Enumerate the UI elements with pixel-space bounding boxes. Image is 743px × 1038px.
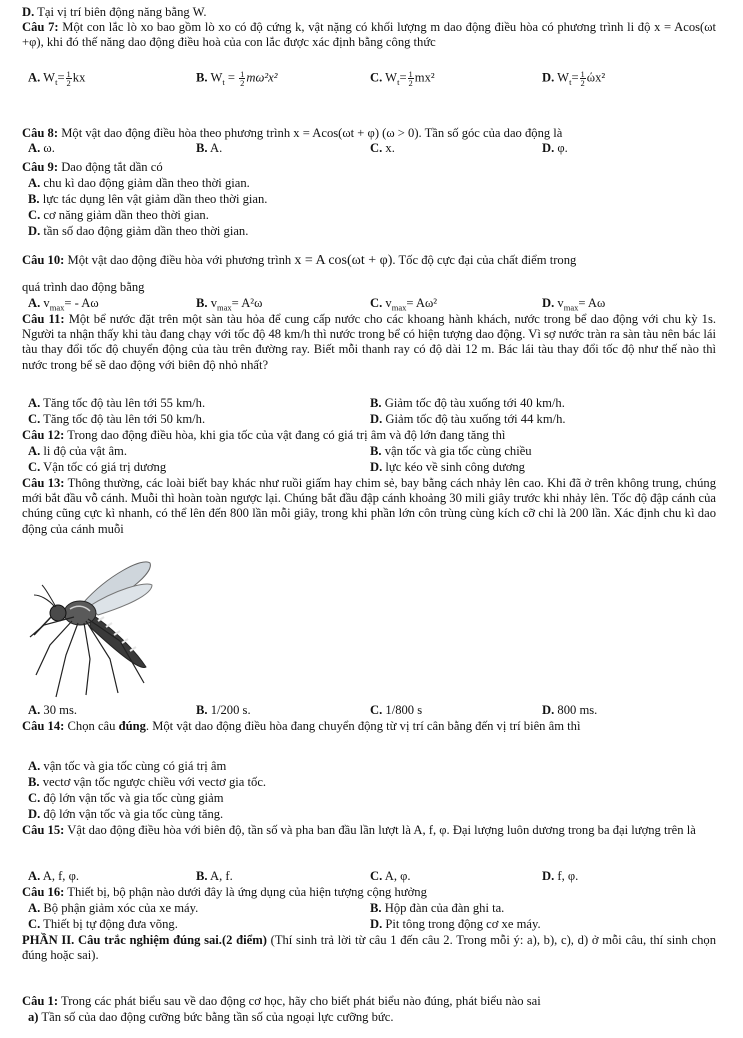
q16-option-a: A. Bộ phận giảm xóc của xe máy. [28,901,199,915]
q11-option-d: D. Giảm tốc độ tàu xuống tới 44 km/h. [370,412,566,426]
question-13: Câu 13: Thông thường, các loài biết bay khác như ruồi giấm hay chim sẻ, bay bằng cách nhảy lên cao. Khi đã ở trên không trung, chúng mới bắt đầu vỗ cánh. Muỗi thì hoàn toàn ngược lại. Chúng bắt đầu đập cánh khoảng 30 mili giây trước khi nhảy lên. Tốc độ đập cánh của chúng cũng cực kì nhanh, có thể lên đến 800 lần mỗi giây, trong khi phần lớn côn trùng cùng kích cỡ chỉ là 200 lần. Xác định chu kì dao động của cánh muỗi [22,476,716,536]
q13-option-c: C. 1/800 s [370,703,423,717]
q7-option-b: B. $W_t$ = $\frac{1}{2}$ mω²x² [196,69,278,88]
question-8: Câu 8: Một vật dao động điều hòa theo phương trình x = Acos(ωt + φ) (ω > 0). Tần số góc của dao động là [22,126,563,140]
mosquito-illustration [28,555,168,700]
fraction: $\frac{1}{2}$ [240,69,245,88]
question-10: Câu 10: Một vật dao động điều hòa với phương trình x = A cos(ωt + φ). Tốc độ cực đại của chất điểm trong [22,253,577,268]
q10-option-a: A. $v_{max}= - A\omega$ [28,296,99,313]
q11-option-b: B. Giảm tốc độ tàu xuống tới 40 km/h. [370,396,565,410]
q8-option-d: D. φ. [542,141,568,155]
part-2-question-1: Câu 1: Trong các phát biểu sau về dao động cơ học, hãy cho biết phát biểu nào đúng, phát biểu nào sai [22,994,541,1008]
q6-option-d: D. Tại vị trí biên động năng bằng W. [22,5,207,19]
q9-option-b: B. lực tác dụng lên vật giảm dần theo thời gian. [28,192,268,206]
q9-option-d: D. tần số dao động giảm dần theo thời gian. [28,224,249,238]
q15-option-c: C. A, φ. [370,869,411,883]
q8-option-a: A. ω. [28,141,55,155]
q12-option-a: A. li độ của vật âm. [28,444,127,458]
q8-option-c: C. x. [370,141,395,155]
q7-option-a: A. $W_t=$ $\frac{1}{2}$ kx [28,69,86,88]
q13-option-d: D. 800 ms. [542,703,598,717]
q9-option-a: A. chu kì dao động giảm dần theo thời gian. [28,176,250,190]
question-10-cont: quá trình dao động bằng [22,280,145,294]
q11-option-c: C. Tăng tốc độ tàu lên tới 50 km/h. [28,412,206,426]
q15-option-a: A. A, f, φ. [28,869,80,883]
q9-option-c: C. cơ năng giảm dần theo thời gian. [28,208,209,222]
q10-option-c: C. $v_{max}= A\omega^2$ [370,296,438,313]
q7-option-d: D. $W_t=$ $\frac{1}{2}$ ώx² [542,69,606,88]
question-11: Câu 11: Một bể nước đặt trên một sàn tàu hỏa để cung cấp nước cho các khoang hành khách, nước trong bể dao động với chu kỳ 1s. Người ta nhận thấy khi tàu đang chạy với tốc độ 48 km/h thì nước trong bể có hiện tượng dao động. Vì sợ nước tràn ra sàn tàu nên bác lái tàu thay đổi tốc độ chuyển động của tàu trên đường ray. Biết mỗi thanh ray có độ dài 12 m. Bác lái tàu thay đổi tốc độ như thế nào thì nước trong bể sẽ dao động với biên độ nhỏ nhất? [22,312,716,372]
question-9: Câu 9: Dao động tắt dần có [22,160,163,174]
part-2-header: PHẦN II. Câu trắc nghiệm đúng sai.(2 điểm) (Thí sinh trả lời từ câu 1 đến câu 2. Trong mỗi ý: a), b), c), d) ở mỗi câu, thí sinh chọn đúng hoặc sai). [22,933,716,963]
q15-option-b: B. A, f. [196,869,233,883]
q14-option-c: C. độ lớn vận tốc và gia tốc cùng giảm [28,791,224,805]
q14-option-a: A. vận tốc và gia tốc cùng có giá trị âm [28,759,227,773]
q10-option-b: B. $v_{max}= A^2\omega$ [196,296,263,313]
part-2-question-1-item-a: a) Tần số của dao động cưỡng bức bằng tần số của ngoại lực cưỡng bức. [28,1010,394,1024]
question-12: Câu 12: Trong dao động điều hòa, khi gia tốc của vật đang có giá trị âm và độ lớn đang tăng thì [22,428,506,442]
mosquito-icon [28,555,168,700]
fraction: $\frac{1}{2}$ [580,69,585,88]
fraction: $\frac{1}{2}$ [66,69,71,88]
q16-option-b: B. Hộp đàn của đàn ghi ta. [370,901,505,915]
fraction: $\frac{1}{2}$ [408,69,413,88]
q12-option-d: D. lực kéo về sinh công dương [370,460,525,474]
q7-option-c: C. $W_t=$ $\frac{1}{2}$ mx² [370,69,435,88]
q12-option-c: C. Vận tốc có giá trị dương [28,460,167,474]
question-7: Câu 7: Một con lắc lò xo bao gồm lò xo có độ cứng k, vật nặng có khối lượng m dao động điều hòa có phương trình li độ x = Acos(ωt +φ), khi đó thế năng dao động điều hoà của con lắc được xác định bằng công thức [22,20,716,50]
q10-option-d: D. $v_{max}= A\omega$ [542,296,606,313]
q8-option-b: B. A. [196,141,223,155]
question-14: Câu 14: Chọn câu đúng. Một vật dao động điều hòa đang chuyển động từ vị trí cân bằng đến vị trí biên âm thì [22,719,581,733]
q13-option-b: B. 1/200 s. [196,703,251,717]
q13-option-a: A. 30 ms. [28,703,77,717]
q14-option-d: D. độ lớn vận tốc và gia tốc cùng tăng. [28,807,224,821]
q14-option-b: B. vectơ vận tốc ngược chiều với vectơ gia tốc. [28,775,267,789]
q16-option-d: D. Pit tông trong động cơ xe máy. [370,917,541,931]
q16-option-c: C. Thiết bị tự động đưa võng. [28,917,178,931]
q12-option-b: B. vận tốc và gia tốc cùng chiều [370,444,532,458]
question-15: Câu 15: Vật dao động điều hòa với biên độ, tần số và pha ban đầu lần lượt là A, f, φ. Đại lượng luôn dương trong ba đại lượng trên là [22,823,696,837]
q15-option-d: D. f, φ. [542,869,579,883]
q11-option-a: A. Tăng tốc độ tàu lên tới 55 km/h. [28,396,206,410]
question-16: Câu 16: Thiết bị, bộ phận nào dưới đây là ứng dụng của hiện tượng cộng hưởng [22,885,427,899]
